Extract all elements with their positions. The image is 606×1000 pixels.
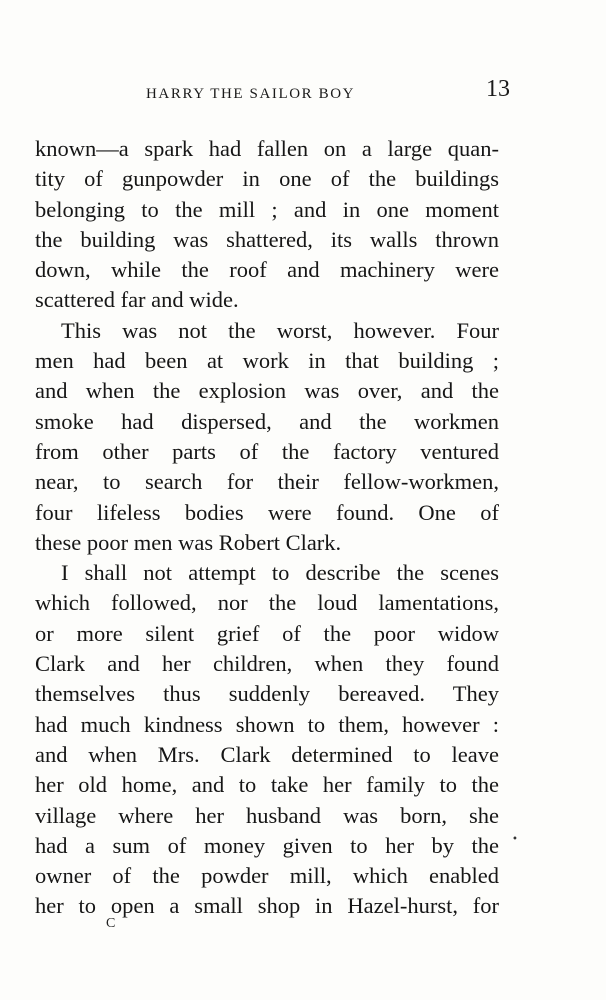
text-line: from other parts of the factory ventured bbox=[35, 438, 499, 464]
text-line: had much kindness shown to them, however : bbox=[35, 711, 499, 737]
text-line: which followed, nor the loud lamentations, bbox=[35, 590, 499, 616]
text-line: I shall not attempt to describe the scenes bbox=[61, 560, 499, 586]
text-line: near, to search for their fellow-workmen, bbox=[35, 469, 499, 495]
text-line: men had been at work in that building ; bbox=[35, 348, 499, 374]
text-line: these poor men was Robert Clark. bbox=[35, 529, 342, 555]
text-line: the building was shattered, its walls thrown bbox=[35, 226, 499, 252]
text-line: Clark and her children, when they found bbox=[35, 651, 499, 677]
text-line: down, while the roof and machinery were bbox=[35, 257, 499, 283]
signature-mark: C bbox=[106, 916, 116, 931]
text-line: four lifeless bodies were found. One of bbox=[35, 499, 499, 525]
text-line: smoke had dispersed, and the workmen bbox=[35, 408, 499, 434]
text-line: scattered far and wide. bbox=[35, 287, 239, 313]
page-number: 13 bbox=[486, 76, 510, 102]
text-line: and when Mrs. Clark determined to leave bbox=[35, 741, 499, 767]
text-line: owner of the powder mill, which enabled bbox=[35, 863, 499, 889]
text-line: her to open a small shop in Hazel-hurst, for bbox=[35, 893, 499, 919]
ink-speck-icon: • bbox=[512, 834, 518, 845]
text-line: known—a spark had fallen on a large quan- bbox=[35, 136, 499, 161]
text-line: village where her husband was born, she bbox=[35, 802, 499, 828]
text-line: belonging to the mill ; and in one moment bbox=[35, 196, 499, 222]
text-line: or more silent grief of the poor widow bbox=[35, 620, 499, 646]
text-line: This was not the worst, however. Four bbox=[61, 317, 499, 343]
running-head: HARRY THE SAILOR BOY bbox=[146, 86, 356, 102]
text-line: themselves thus suddenly bereaved. They bbox=[35, 681, 499, 707]
text-line: and when the explosion was over, and the bbox=[35, 378, 499, 404]
text-line: had a sum of money given to her by the bbox=[35, 832, 499, 858]
text-line: tity of gunpowder in one of the buildings bbox=[35, 166, 499, 192]
body-text bbox=[35, 134, 499, 922]
text-line: her old home, and to take her family to the bbox=[35, 772, 499, 798]
